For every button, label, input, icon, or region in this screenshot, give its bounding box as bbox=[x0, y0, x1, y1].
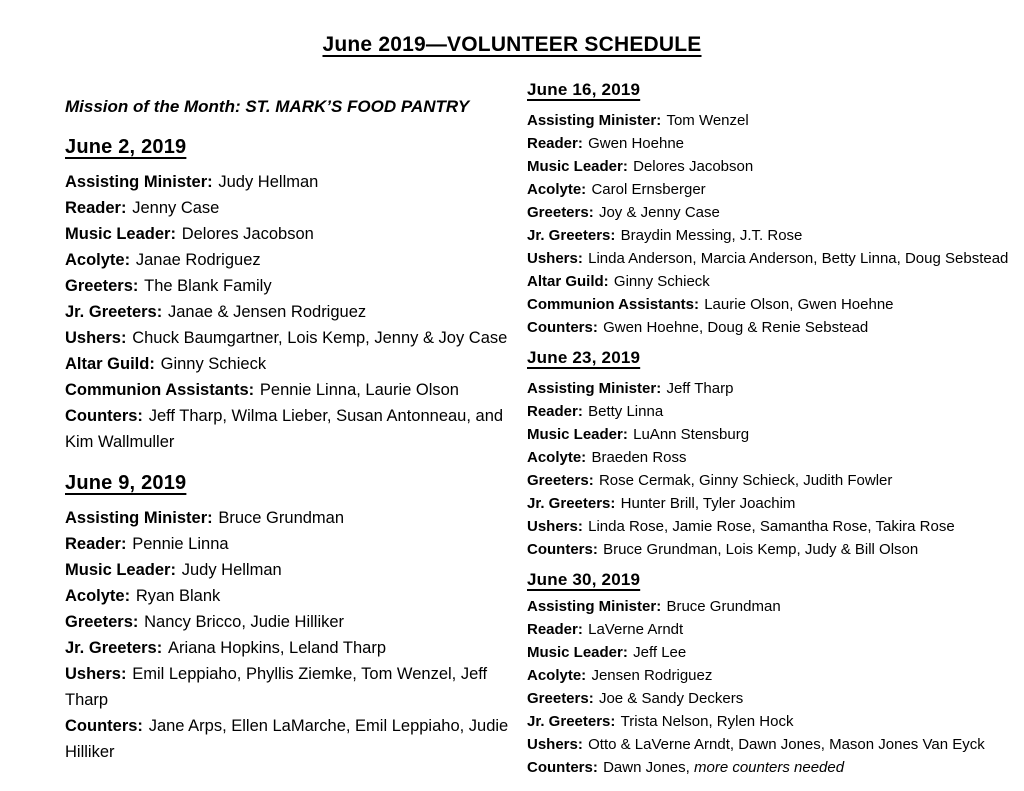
schedule-entry bbox=[65, 377, 517, 403]
schedule-entry bbox=[65, 713, 517, 765]
schedule-entry bbox=[527, 293, 1021, 316]
schedule-entry bbox=[527, 492, 1021, 515]
role-label: Music Leader: bbox=[527, 158, 628, 175]
role-label: Ushers: bbox=[65, 329, 127, 347]
schedule-section-june-2 bbox=[65, 133, 517, 455]
role-names: Braydin Messing, J.T. Rose bbox=[620, 227, 803, 244]
schedule-entry bbox=[527, 515, 1021, 538]
role-names: Linda Anderson, Marcia Anderson, Betty Linna, Doug Sebstead bbox=[588, 250, 1009, 267]
role-names: Ariana Hopkins, Leland Tharp bbox=[168, 639, 386, 657]
schedule-entry bbox=[65, 403, 517, 455]
role-label: Greeters: bbox=[527, 690, 594, 707]
role-names: Chuck Baumgartner, Lois Kemp, Jenny & Joy Case bbox=[132, 329, 508, 347]
role-names: Pennie Linna, Laurie Olson bbox=[259, 381, 459, 399]
role-names: Tom Wenzel bbox=[666, 112, 749, 129]
role-names: Otto & LaVerne Arndt, Dawn Jones, Mason Jones Van Eyck bbox=[588, 736, 985, 753]
role-names: Nancy Bricco, Judie Hilliker bbox=[144, 613, 345, 631]
schedule-entry bbox=[65, 505, 517, 531]
schedule-entry bbox=[527, 423, 1021, 446]
role-names: Jeff Tharp bbox=[666, 380, 734, 397]
role-label: Reader: bbox=[527, 403, 583, 420]
schedule-entry bbox=[65, 299, 517, 325]
role-names: The Blank Family bbox=[144, 277, 272, 295]
schedule-entry bbox=[527, 733, 1021, 756]
section-date: June 9, 2019 bbox=[65, 472, 187, 494]
role-label: Music Leader: bbox=[65, 225, 176, 243]
role-names: Braeden Ross bbox=[591, 449, 687, 466]
role-names: Gwen Hoehne, Doug & Renie Sebstead bbox=[603, 319, 869, 336]
role-label: Communion Assistants: bbox=[65, 381, 255, 399]
right-column bbox=[527, 78, 1021, 779]
schedule-entry bbox=[527, 687, 1021, 710]
role-names: Judy Hellman bbox=[218, 173, 319, 191]
schedule-entry bbox=[527, 247, 1021, 270]
role-names: Judy Hellman bbox=[181, 561, 282, 579]
role-label: Counters: bbox=[65, 717, 143, 735]
role-names: Hunter Brill, Tyler Joachim bbox=[620, 495, 796, 512]
schedule-entry bbox=[65, 169, 517, 195]
role-names: Bruce Grundman bbox=[218, 509, 345, 527]
schedule-entry bbox=[527, 224, 1021, 247]
schedule-entry bbox=[527, 469, 1021, 492]
role-label: Jr. Greeters: bbox=[65, 639, 163, 657]
schedule-entry bbox=[65, 325, 517, 351]
schedule-entry bbox=[65, 531, 517, 557]
schedule-entry bbox=[65, 221, 517, 247]
role-label: Acolyte: bbox=[65, 587, 131, 605]
mission-of-month: Mission of the Month: ST. MARK’S FOOD PANTRY bbox=[65, 97, 470, 116]
schedule-entry bbox=[527, 270, 1021, 293]
role-names: Trista Nelson, Rylen Hock bbox=[620, 713, 794, 730]
role-label: Counters: bbox=[65, 407, 143, 425]
role-names: Jenny Case bbox=[132, 199, 220, 217]
role-label: Counters: bbox=[527, 541, 598, 558]
schedule-entry bbox=[527, 400, 1021, 423]
schedule-entry bbox=[527, 109, 1021, 132]
schedule-section-june-30 bbox=[527, 568, 1021, 779]
role-names: Jane Arps, Ellen LaMarche, Emil Leppiaho, Judie Hilliker bbox=[65, 717, 509, 761]
role-names: Janae & Jensen Rodriguez bbox=[168, 303, 367, 321]
role-label: Music Leader: bbox=[527, 426, 628, 443]
schedule-section-june-16 bbox=[527, 78, 1021, 339]
schedule-entry bbox=[527, 155, 1021, 178]
role-label: Reader: bbox=[527, 621, 583, 638]
role-names: LuAnn Stensburg bbox=[633, 426, 750, 443]
role-names: Bruce Grundman bbox=[666, 598, 781, 615]
role-label: Acolyte: bbox=[527, 181, 587, 198]
role-label: Ushers: bbox=[65, 665, 127, 683]
schedule-entry bbox=[65, 583, 517, 609]
schedule-entry bbox=[527, 595, 1021, 618]
role-label: Greeters: bbox=[65, 277, 139, 295]
role-label: Music Leader: bbox=[65, 561, 176, 579]
schedule-entry bbox=[527, 201, 1021, 224]
schedule-entry bbox=[65, 195, 517, 221]
role-names: Delores Jacobson bbox=[633, 158, 754, 175]
role-label: Greeters: bbox=[527, 472, 594, 489]
role-names: Laurie Olson, Gwen Hoehne bbox=[704, 296, 894, 313]
role-label: Reader: bbox=[65, 199, 127, 217]
role-label: Music Leader: bbox=[527, 644, 628, 661]
schedule-entry bbox=[527, 178, 1021, 201]
schedule-entry bbox=[527, 446, 1021, 469]
role-names: Ginny Schieck bbox=[613, 273, 710, 290]
role-names: Carol Ernsberger bbox=[591, 181, 706, 198]
page-title: June 2019—VOLUNTEER SCHEDULE bbox=[322, 33, 702, 56]
role-label: Assisting Minister: bbox=[527, 112, 662, 129]
role-label: Acolyte: bbox=[527, 449, 587, 466]
section-date: June 30, 2019 bbox=[527, 570, 641, 589]
role-names: Joy & Jenny Case bbox=[598, 204, 720, 221]
role-label: Jr. Greeters: bbox=[527, 495, 616, 512]
role-label: Ushers: bbox=[527, 736, 583, 753]
schedule-entry bbox=[65, 351, 517, 377]
schedule-entry bbox=[65, 609, 517, 635]
schedule-entry bbox=[527, 641, 1021, 664]
schedule-entry bbox=[65, 273, 517, 299]
role-names: Bruce Grundman, Lois Kemp, Judy & Bill Olson bbox=[603, 541, 919, 558]
role-label: Greeters: bbox=[527, 204, 594, 221]
role-names: Jeff Tharp, Wilma Lieber, Susan Antonneau, and Kim Wallmuller bbox=[65, 407, 504, 451]
role-names: LaVerne Arndt bbox=[588, 621, 684, 638]
role-label: Reader: bbox=[65, 535, 127, 553]
schedule-entry bbox=[527, 132, 1021, 155]
role-label: Acolyte: bbox=[527, 667, 587, 684]
schedule-entry bbox=[527, 664, 1021, 687]
schedule-entry bbox=[527, 710, 1021, 733]
schedule-entry bbox=[65, 635, 517, 661]
role-names: Dawn Jones, bbox=[603, 759, 690, 776]
schedule-entry bbox=[65, 247, 517, 273]
role-label: Greeters: bbox=[65, 613, 139, 631]
role-names: Ginny Schieck bbox=[160, 355, 267, 373]
role-names: Delores Jacobson bbox=[181, 225, 314, 243]
schedule-section-june-9 bbox=[65, 469, 517, 765]
schedule-entry bbox=[527, 377, 1021, 400]
role-names: Jensen Rodriguez bbox=[591, 667, 713, 684]
role-names-note: more counters needed bbox=[693, 759, 845, 776]
role-label: Ushers: bbox=[527, 518, 583, 535]
schedule-entry bbox=[527, 756, 1021, 779]
role-names: Gwen Hoehne bbox=[588, 135, 685, 152]
role-label: Counters: bbox=[527, 759, 598, 776]
role-label: Altar Guild: bbox=[527, 273, 609, 290]
role-label: Ushers: bbox=[527, 250, 583, 267]
role-names: Linda Rose, Jamie Rose, Samantha Rose, Takira Rose bbox=[588, 518, 955, 535]
section-date: June 2, 2019 bbox=[65, 136, 187, 158]
section-date: June 23, 2019 bbox=[527, 348, 641, 367]
schedule-entry bbox=[527, 618, 1021, 641]
role-label: Assisting Minister: bbox=[527, 380, 662, 397]
role-label: Jr. Greeters: bbox=[527, 227, 616, 244]
schedule-entry bbox=[527, 316, 1021, 339]
role-label: Assisting Minister: bbox=[65, 509, 213, 527]
role-label: Reader: bbox=[527, 135, 583, 152]
role-label: Acolyte: bbox=[65, 251, 131, 269]
role-label: Counters: bbox=[527, 319, 598, 336]
role-names: Janae Rodriguez bbox=[135, 251, 261, 269]
left-column bbox=[65, 95, 517, 765]
role-label: Jr. Greeters: bbox=[527, 713, 616, 730]
role-names: Betty Linna bbox=[588, 403, 664, 420]
schedule-entry bbox=[527, 538, 1021, 561]
role-names: Pennie Linna bbox=[132, 535, 229, 553]
schedule-entry bbox=[65, 557, 517, 583]
role-label: Assisting Minister: bbox=[65, 173, 213, 191]
schedule-section-june-23 bbox=[527, 346, 1021, 561]
role-names: Rose Cermak, Ginny Schieck, Judith Fowler bbox=[598, 472, 893, 489]
role-label: Communion Assistants: bbox=[527, 296, 699, 313]
role-names: Ryan Blank bbox=[135, 587, 221, 605]
role-label: Jr. Greeters: bbox=[65, 303, 163, 321]
role-names: Jeff Lee bbox=[633, 644, 687, 661]
role-names: Emil Leppiaho, Phyllis Ziemke, Tom Wenzel, Jeff Tharp bbox=[65, 665, 488, 709]
role-names: Joe & Sandy Deckers bbox=[598, 690, 744, 707]
role-label: Assisting Minister: bbox=[527, 598, 662, 615]
role-label: Altar Guild: bbox=[65, 355, 155, 373]
schedule-entry bbox=[65, 661, 517, 713]
section-date: June 16, 2019 bbox=[527, 80, 641, 99]
